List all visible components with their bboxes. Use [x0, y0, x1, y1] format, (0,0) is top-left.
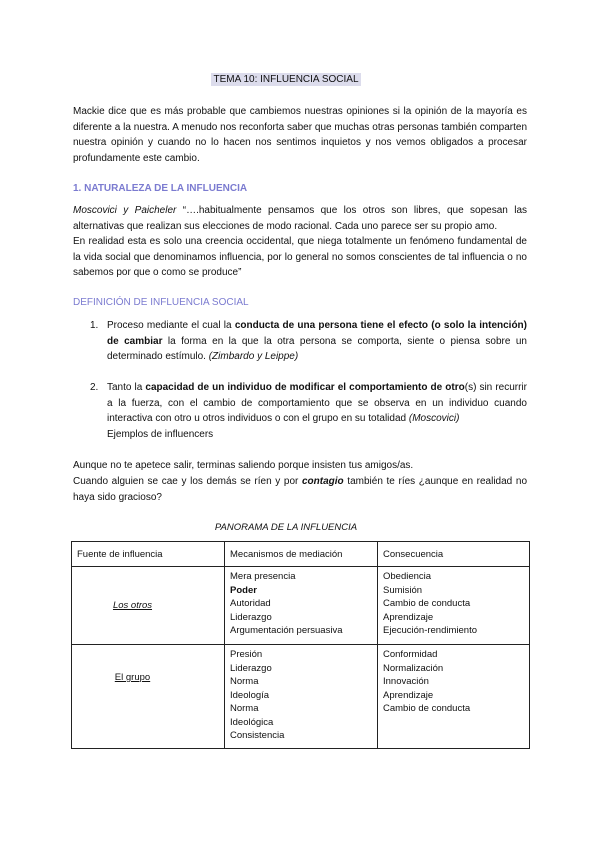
examples-label: Ejemplos de influencers [107, 428, 214, 440]
intro-paragraph: Mackie dice que es más probable que cambiemos nuestras opiniones si la opinión de la mayoría es diferente a la nuestra. A menudo nos reconforta saber que muchas otras personas también comparten nuestra opinión y cuando no lo hacen nos sentimos inquietos y nos vemos obligados a procesar profundamente este cambio. [73, 106, 527, 164]
quote-authors: Moscovici y Paicheler [73, 205, 177, 216]
quote-text: “….habitualmente pensamos que los otros son libres, que sopesan las alternativas que realizan sus elecciones de modo racional. Cada uno parece ser su propio amo. [73, 205, 527, 232]
list-number: 1. [90, 320, 99, 331]
definition-item-2 [90, 380, 527, 442]
list-item-text: Proceso mediante el cual la conducta de una persona tiene el efecto (o solo la intención) de cambiar la forma en la que la otra persona se comporta, siente o piensa sobre un determinado estímulo. (Zimbardo y Leippe) [107, 320, 527, 362]
bold-phrase: conducta de una persona tiene el efecto (o solo la intención) de cambiar [107, 320, 527, 347]
column-header: Mecanismos de mediación [225, 542, 378, 567]
bold-phrase: capacidad de un individuo de modificar el comportamiento de otro [145, 382, 465, 393]
table-header-row [72, 542, 530, 567]
bold-italic-word: contagio [302, 476, 344, 487]
mechanisms-cell: Presión Liderazgo Norma Ideología Norma Ideológica Consistencia [225, 645, 378, 749]
example-line-2: Cuando alguien se cae y los demás se ríen y por contagio también te ríes ¿aunque en realidad no haya sido gracioso? [73, 476, 528, 503]
table-row [72, 645, 530, 749]
list-item-text: Tanto la capacidad de un individuo de modificar el comportamiento de otro(s) sin recurrir a la fuerza, con el cambio de comportamiento que se observa en un individuo cuando interactiva con otro u otros individuos o con el grupo en su totalidad (Moscovici) Ejemplos de influencers [107, 382, 527, 440]
example-line-1: Aunque no te apetece salir, terminas saliendo porque insisten tus amigos/as. [73, 460, 414, 471]
section-heading-definicion: DEFINICIÓN DE INFLUENCIA SOCIAL [73, 297, 249, 308]
mechanisms-cell: Mera presencia Poder Autoridad Liderazgo Argumentación persuasiva [225, 567, 378, 645]
citation: (Moscovici) [408, 413, 460, 424]
source-cell: Los otros [72, 567, 225, 645]
column-header: Consecuencia [378, 542, 530, 567]
list-number: 2. [90, 382, 99, 393]
quote-continuation: En realidad esta es solo una creencia occidental, que niega totalmente un fenómeno fundamental de la vida social que denominamos influencia, por lo general no somos conscientes de tal influencia o no sabemos por que o como se produce” [73, 236, 527, 278]
influence-table [71, 541, 530, 749]
column-header: Fuente de influencia [72, 542, 225, 567]
source-cell: El grupo [72, 645, 225, 749]
table-row [72, 567, 530, 645]
definition-item-1 [90, 318, 527, 365]
section-heading-naturaleza: 1. NATURALEZA DE LA INFLUENCIA [73, 183, 248, 194]
consequences-cell: Conformidad Normalización Innovación Aprendizaje Cambio de conducta [378, 645, 530, 749]
citation: (Zimbardo y Leippe) [208, 351, 299, 362]
table-caption: PANORAMA DE LA INFLUENCIA [214, 522, 358, 533]
consequences-cell: Obediencia Sumisión Cambio de conducta Aprendizaje Ejecución-rendimiento [378, 567, 530, 645]
quote-paragraph [73, 203, 527, 234]
page-title: TEMA 10: INFLUENCIA SOCIAL [213, 74, 359, 85]
